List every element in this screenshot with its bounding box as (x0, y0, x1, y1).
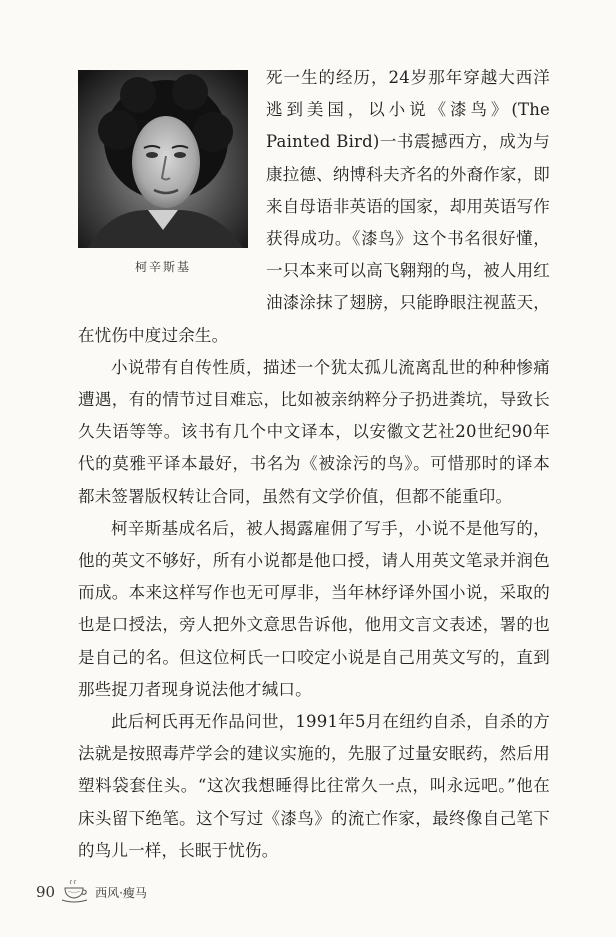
paragraph-4: 此后柯氏再无作品问世，1991年5月在纽约自杀，自杀的方法就是按照毒芹学会的建议实施的，先服了过量安眠药，然后用塑料袋套住头。“这次我想睡得比往常久一点，叫永远吧。”他在床头留下绝笔。这个写过《漆鸟》的流亡作家，最终像自己笔下的鸟儿一样，长眠于忧伤。 (78, 712, 550, 860)
teacup-icon (61, 880, 89, 904)
photo-caption: 柯辛斯基 (134, 260, 191, 274)
paragraph-2: 小说带有自传性质，描述一个犹太孤儿流离乱世的种种惨痛遭遇，有的情节过目难忘，比如被亲纳粹分子扔进粪坑，导致长久失语等等。该书有几个中文译本，以安徽文艺社20世纪90年代的莫雅平译本最好，书名为《被涂污的鸟》。可惜那时的译本都未签署版权转让合同，虽然有文学价值，但都不能重印。 (78, 357, 550, 506)
author-photo (78, 70, 248, 248)
paragraph-3: 柯辛斯基成名后，被人揭露雇佣了写手，小说不是他写的，他的英文不够好，所有小说都是他口授，请人用英文笔录并润色而成。本来这样写作也无可厚非，当年林纾译外国小说，采取的也是口授法，旁人把外文意思告诉他，他用文言文表述，署的也是自己的名。但这位柯氏一口咬定小说是自己用英文写的，直到那些捉刀者现身说法他才缄口。 (78, 518, 550, 699)
portrait-illustration (78, 70, 248, 248)
paragraph-1: 死一生的经历，24岁那年穿越大西洋逃到美国，以小说《漆鸟》(The Painted Bird)一书震撼西方，成为与康拉德、纳博科夫齐名的外裔作家，即来自母语非英语的国家，却用英语写作获得成功。《漆鸟》这个书名很好懂，一只本来可以高飞翱翔的鸟，被人用红油漆涂抹了翅膀，只能睁眼注视蓝天，在忧伤中度过余生。 (78, 68, 550, 345)
book-title: 西风·瘦马 (95, 885, 147, 900)
author-photo-figure (78, 70, 248, 275)
page-number: 90 (36, 883, 56, 901)
page-footer (36, 880, 147, 904)
